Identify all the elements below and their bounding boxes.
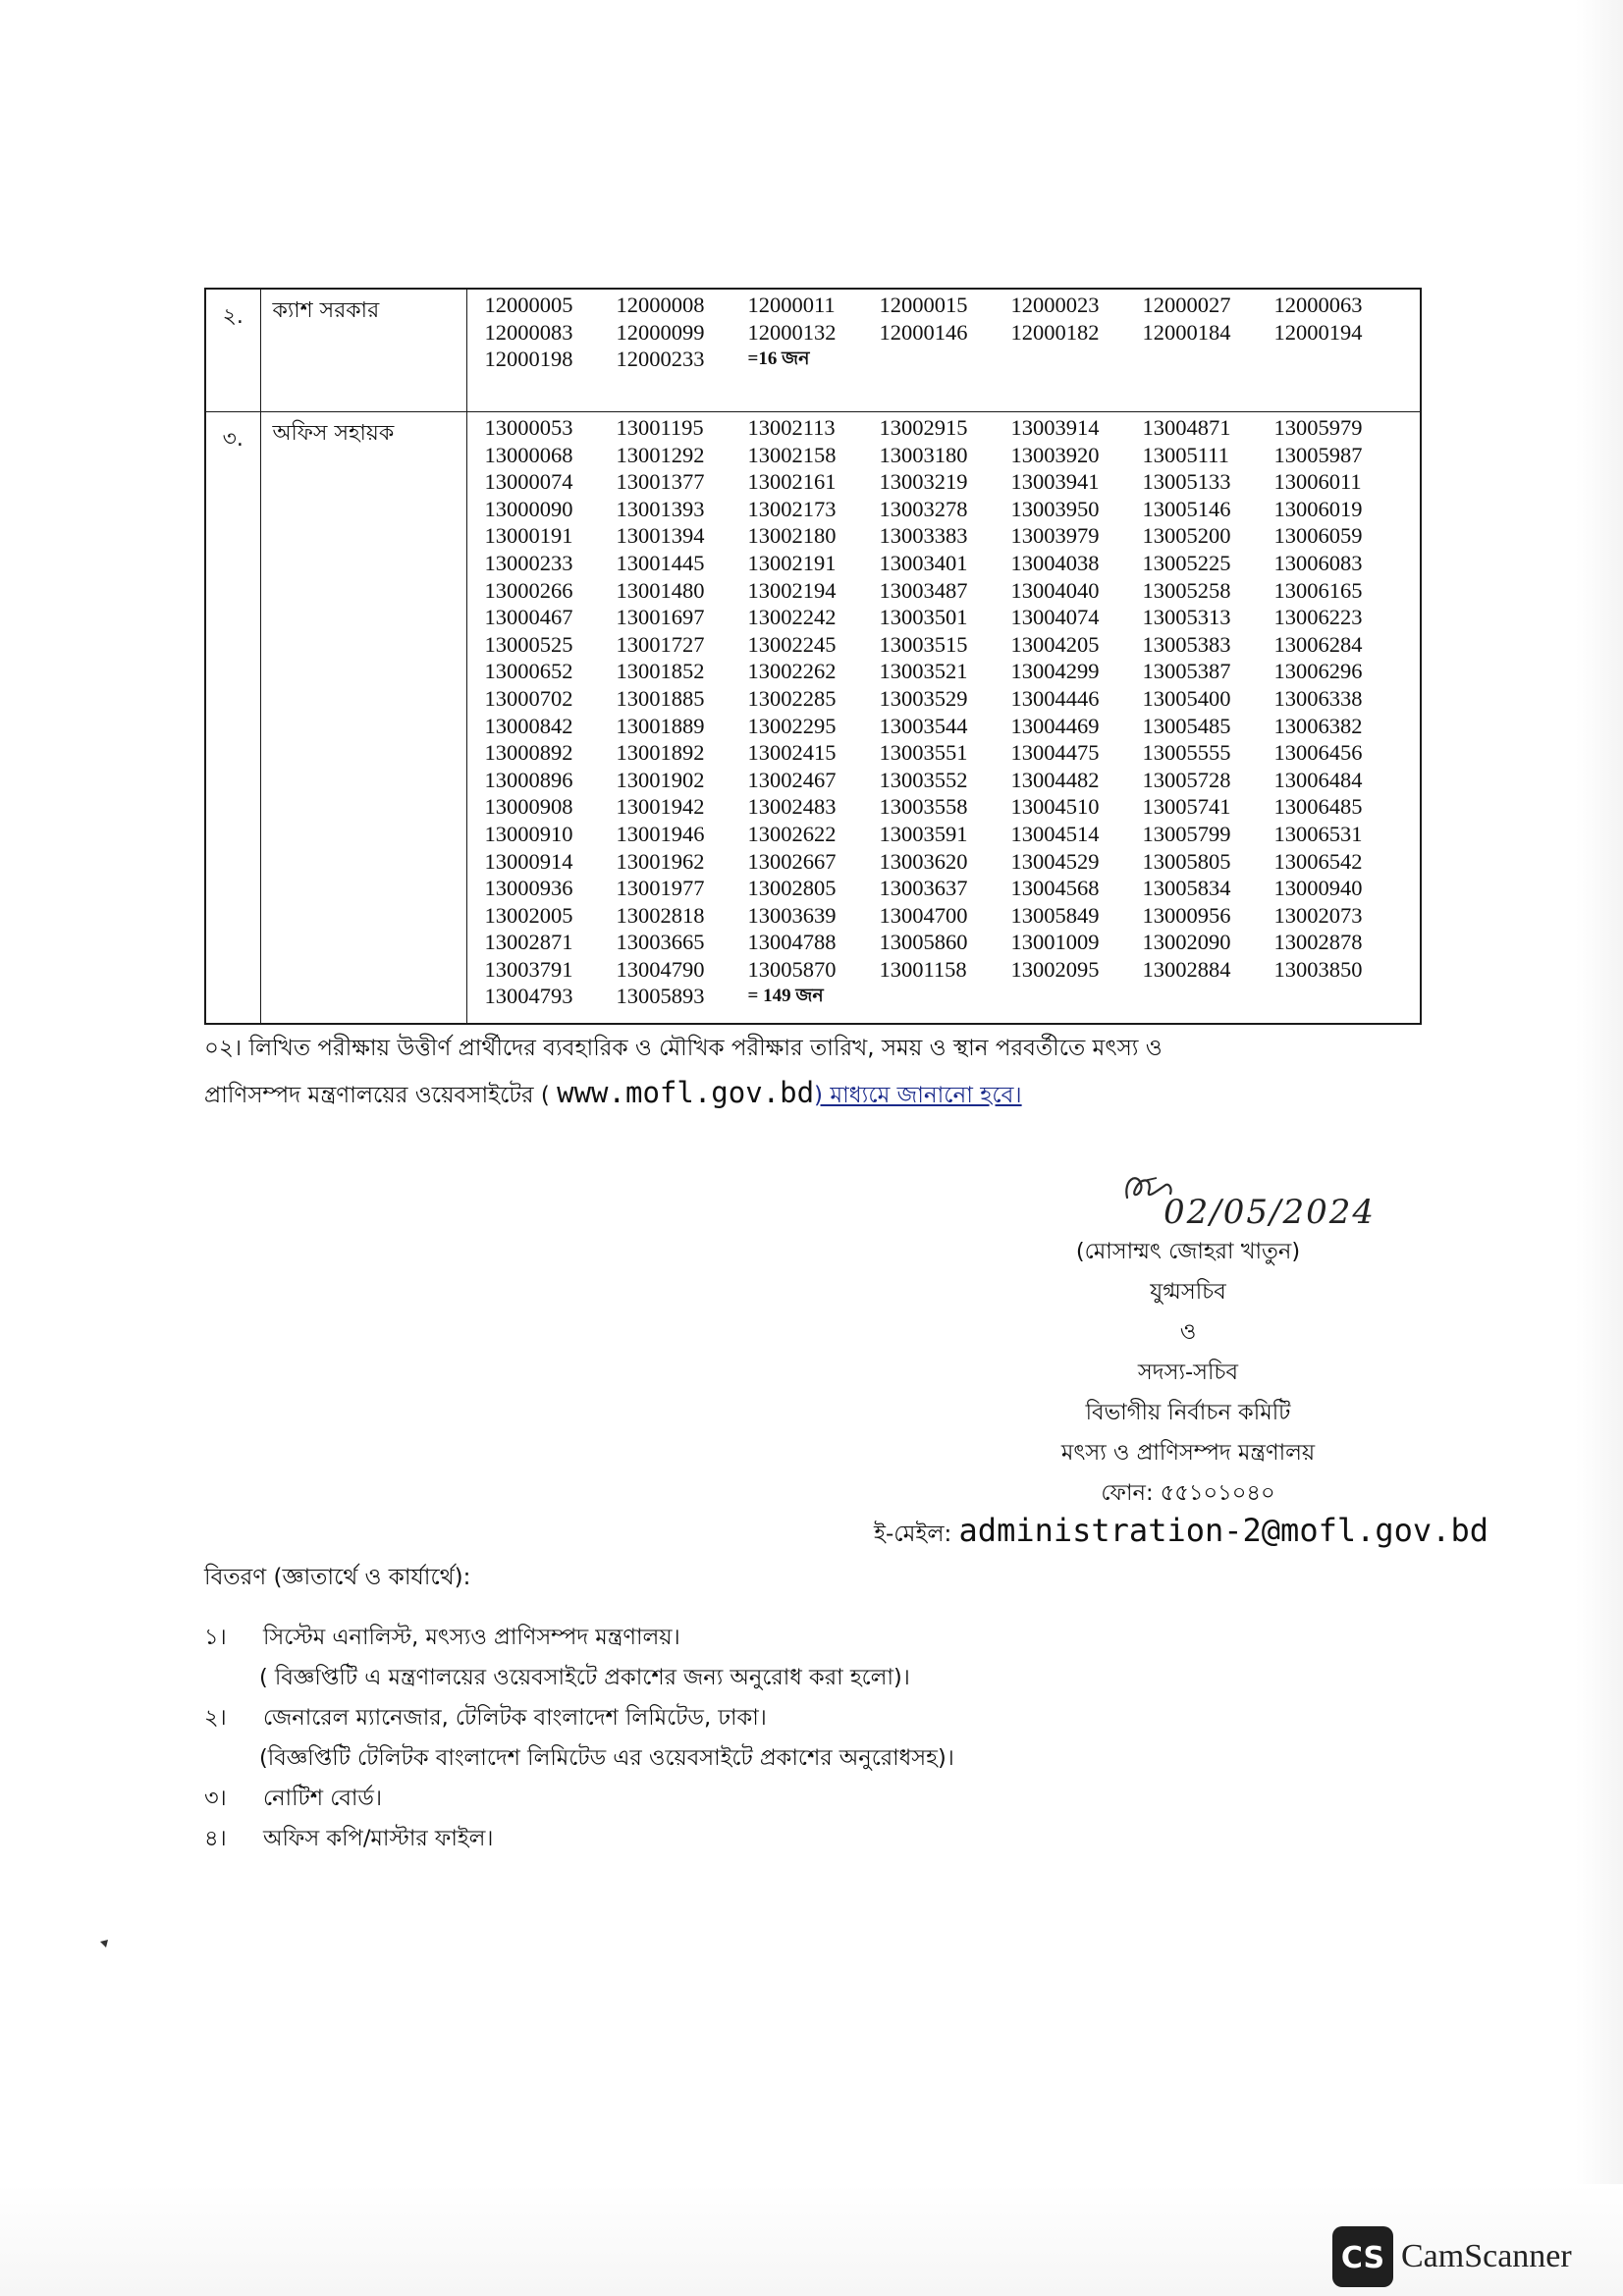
roll-number: 13000892: [484, 740, 573, 766]
roll-number: 13004446: [1010, 685, 1100, 711]
roll-number: 13005146: [1142, 496, 1231, 521]
roll-number: 13001009: [1010, 930, 1100, 955]
notice-line-2-prefix: প্রাণিসম্পদ মন্ত্রণালয়ের ওয়েবসাইটের (: [204, 1083, 558, 1108]
roll-number: 13003515: [879, 631, 968, 657]
roll-number: 13000896: [484, 767, 573, 792]
list-item: [204, 1698, 1422, 1738]
roll-number: 13005133: [1142, 469, 1231, 495]
roll-number: 13006284: [1273, 631, 1363, 657]
roll-numbers-cell: [466, 412, 1421, 1025]
roll-number: 13002180: [747, 523, 837, 549]
roll-number: 13005313: [1142, 605, 1231, 630]
roll-number: 13006338: [1273, 685, 1363, 711]
roll-number: 13006485: [1273, 794, 1363, 820]
roll-number: 13006456: [1273, 740, 1363, 766]
roll-number: 13003620: [879, 848, 968, 874]
roll-number: 13004205: [1010, 631, 1100, 657]
roll-number-grid: [467, 412, 1421, 1016]
roll-number: 13003552: [879, 767, 968, 792]
roll-number: 13000914: [484, 848, 573, 874]
roll-number: 13005258: [1142, 577, 1231, 603]
roll-number: 13003920: [1010, 442, 1100, 467]
roll-number: 13001885: [616, 685, 705, 711]
roll-number: 13005893: [616, 984, 705, 1009]
roll-number: 13001962: [616, 848, 705, 874]
list-item-text: অফিস কপি/মাস্টার ফাইল।: [263, 1826, 494, 1851]
roll-number: 13001946: [616, 821, 705, 846]
roll-number: 13000191: [484, 523, 573, 549]
roll-number: 13003401: [879, 550, 968, 575]
committee-name: বিভাগীয় নির্বাচন কমিটি: [1085, 1400, 1291, 1425]
roll-number: 13004871: [1142, 415, 1231, 440]
roll-number: 12000011: [747, 293, 836, 317]
roll-number: 13005225: [1142, 550, 1231, 575]
email-line: [874, 1512, 1488, 1554]
roll-number: 12000198: [484, 347, 573, 372]
roll-number: 12000063: [1273, 293, 1363, 317]
roll-number: 13005485: [1142, 713, 1231, 738]
roll-number: 13005383: [1142, 631, 1231, 657]
roll-number: 13002871: [484, 930, 573, 955]
roll-number: 13002262: [747, 659, 837, 684]
roll-number: 13001292: [616, 442, 705, 467]
notice-line-2-suffix: ) মাধ্যমে জানানো হবে।: [814, 1083, 1022, 1108]
distribution-title: বিতরণ (জ্ঞাতার্থে ও কার্যার্থে):: [204, 1565, 471, 1590]
roll-number: 13002818: [616, 902, 705, 928]
roll-number: 13005979: [1273, 415, 1363, 440]
roll-number: 13006083: [1273, 550, 1363, 575]
roll-number: 13006542: [1273, 848, 1363, 874]
roll-number: 13003979: [1010, 523, 1100, 549]
table-row: [205, 289, 1421, 412]
roll-number: 13002622: [747, 821, 837, 846]
camscanner-logo-icon: [1332, 2226, 1393, 2287]
roll-number: 13002915: [879, 415, 968, 440]
roll-number: 12000083: [484, 319, 573, 345]
roll-number: 13003501: [879, 605, 968, 630]
roll-number: 13000652: [484, 659, 573, 684]
roll-number: 13005987: [1273, 442, 1363, 467]
post-name-cell: অফিস সহায়ক: [260, 412, 466, 1025]
roll-number: 13003665: [616, 930, 705, 955]
roll-number: 12000194: [1273, 319, 1363, 345]
phone-number: ফোন: ৫৫১০১০৪০: [1101, 1480, 1275, 1506]
roll-number: 13002295: [747, 713, 837, 738]
roll-number: 13000956: [1142, 902, 1231, 928]
roll-number: 13004510: [1010, 794, 1100, 820]
roll-number: 13002194: [747, 577, 837, 603]
roll-number: 13002884: [1142, 956, 1231, 982]
roll-number: 12000233: [616, 347, 705, 372]
roll-number: 13002158: [747, 442, 837, 467]
roll-number: 13003914: [1010, 415, 1100, 440]
roll-number: 13000910: [484, 821, 573, 846]
roll-number: 13003639: [747, 902, 837, 928]
roll-number: 13000467: [484, 605, 573, 630]
roll-number: 13002805: [747, 876, 837, 901]
roll-number: 13005860: [879, 930, 968, 955]
roll-number: 12000023: [1010, 293, 1100, 317]
signature-date: 02/05/2024: [1163, 1193, 1376, 1232]
roll-number: 13005849: [1010, 902, 1100, 928]
list-item: [204, 1618, 1422, 1658]
roll-number: 13005741: [1142, 794, 1231, 820]
list-item: [204, 1779, 1422, 1819]
roll-number: 13002191: [747, 550, 837, 575]
roll-number: 13003591: [879, 821, 968, 846]
list-item-number: ৩।: [204, 1786, 227, 1811]
distribution-list: [204, 1618, 1422, 1859]
list-item-text: জেনারেল ম্যানেজার, টেলিটক বাংলাদেশ লিমিটেড, ঢাকা।: [263, 1705, 767, 1731]
roll-number: 13001697: [616, 605, 705, 630]
roll-number: 13003487: [879, 577, 968, 603]
roll-number: 13004482: [1010, 767, 1100, 792]
roll-number: 13001852: [616, 659, 705, 684]
roll-number: 13002245: [747, 631, 837, 657]
roll-number: 12000008: [616, 293, 705, 317]
roll-number: 13000053: [484, 415, 573, 440]
list-item-number: ১।: [204, 1625, 227, 1650]
roll-number: 13002113: [747, 415, 836, 440]
roll-number: 13000068: [484, 442, 573, 467]
roll-number: 13000074: [484, 469, 573, 495]
roll-number: 12000132: [747, 319, 837, 345]
roll-number: 13000233: [484, 550, 573, 575]
roll-number: 12000027: [1142, 293, 1231, 317]
list-item-number: ৪।: [204, 1826, 227, 1851]
roll-number: 13003941: [1010, 469, 1100, 495]
roll-number: 13001377: [616, 469, 705, 495]
candidate-count: = 149 জন: [747, 986, 824, 1007]
table-row: [205, 412, 1421, 1025]
roll-number: 13002090: [1142, 930, 1231, 955]
roll-number: 13005870: [747, 956, 837, 982]
serial-cell: ২.: [205, 289, 260, 412]
roll-number: 13003791: [484, 956, 573, 982]
roll-number: 13000940: [1273, 876, 1363, 901]
roll-number: 13006223: [1273, 605, 1363, 630]
roll-number: 13003637: [879, 876, 968, 901]
signatory-block: [1021, 1232, 1355, 1514]
roll-number: 13005200: [1142, 523, 1231, 549]
roll-number: 13001480: [616, 577, 705, 603]
roll-number: 13004038: [1010, 550, 1100, 575]
roll-number: 13004700: [879, 902, 968, 928]
roll-number: 13005111: [1142, 442, 1229, 467]
stray-ink-mark: [98, 1936, 118, 1951]
roll-number: 13003278: [879, 496, 968, 521]
roll-number: 13006484: [1273, 767, 1363, 792]
roll-number: 13006296: [1273, 659, 1363, 684]
roll-numbers-cell: [466, 289, 1421, 412]
results-table: [204, 288, 1422, 1025]
roll-number: 12000146: [879, 319, 968, 345]
roll-number: 13005728: [1142, 767, 1231, 792]
roll-number: 13003219: [879, 469, 968, 495]
notice-line-1: ০২। লিখিত পরীক্ষায় উত্তীর্ণ প্রার্থীদের ব্যবহারিক ও মৌখিক পরীক্ষার তারিখ, সময় ও স্থান পরবর্তীতে মৎস্য ও: [204, 1036, 1163, 1061]
roll-number: 13002095: [1010, 956, 1100, 982]
roll-number: 13003180: [879, 442, 968, 467]
candidate-count: =16 জন: [747, 348, 810, 370]
roll-number: 13005400: [1142, 685, 1231, 711]
roll-number: 13006531: [1273, 821, 1363, 846]
roll-number: 13002878: [1273, 930, 1363, 955]
roll-number: 13003529: [879, 685, 968, 711]
roll-number: 13005387: [1142, 659, 1231, 684]
signatory-role: সদস্য-সচিব: [1137, 1360, 1239, 1385]
list-item-subtext: (বিজ্ঞপ্তিটি টেলিটক বাংলাদেশ লিমিটেড এর ওয়েবসাইটে প্রকাশের অনুরোধসহ)।: [259, 1745, 954, 1771]
roll-number: 13005555: [1142, 740, 1231, 766]
roll-number: 13002173: [747, 496, 837, 521]
roll-number: 13002285: [747, 685, 837, 711]
roll-number: 13003544: [879, 713, 968, 738]
roll-number: 13005799: [1142, 821, 1231, 846]
roll-number: 13003850: [1273, 956, 1363, 982]
roll-number: 13006382: [1273, 713, 1363, 738]
roll-number: 13000525: [484, 631, 573, 657]
roll-number: 13004469: [1010, 713, 1100, 738]
roll-number: 13006165: [1273, 577, 1363, 603]
roll-number: 13001727: [616, 631, 705, 657]
list-item-text: নোটিশ বোর্ড।: [263, 1786, 383, 1811]
roll-number: 13004040: [1010, 577, 1100, 603]
roll-number: 13000936: [484, 876, 573, 901]
roll-number: 13005805: [1142, 848, 1231, 874]
roll-number: 13001393: [616, 496, 705, 521]
roll-number: 13003950: [1010, 496, 1100, 521]
roll-number: 13002161: [747, 469, 837, 495]
roll-number: 13000908: [484, 794, 573, 820]
page-edge-shadow: [1576, 0, 1623, 2189]
roll-number: 13004790: [616, 956, 705, 982]
roll-number: 13001195: [616, 415, 704, 440]
notice-line-2: [204, 1071, 1422, 1118]
roll-number: 13006011: [1273, 469, 1362, 495]
roll-number: 13006019: [1273, 496, 1363, 521]
roll-number: 13002467: [747, 767, 837, 792]
roll-number: 13002242: [747, 605, 837, 630]
roll-number: 12000182: [1010, 319, 1100, 345]
roll-number: 13002483: [747, 794, 837, 820]
serial-cell: ৩.: [205, 412, 260, 1025]
roll-number: 13002415: [747, 740, 837, 766]
roll-number: 13001977: [616, 876, 705, 901]
roll-number: 13004299: [1010, 659, 1100, 684]
roll-number: 13002073: [1273, 902, 1363, 928]
camscanner-watermark: CamScanner: [1401, 2238, 1572, 2274]
roll-number: 13001942: [616, 794, 705, 820]
roll-number: 13004475: [1010, 740, 1100, 766]
roll-number: 13000702: [484, 685, 573, 711]
email-label: ই-মেইল:: [874, 1522, 952, 1547]
list-item-subtext: ( বিজ্ঞপ্তিটি এ মন্ত্রণালয়ের ওয়েবসাইটে প্রকাশের জন্য অনুরোধ করা হলো)।: [259, 1665, 910, 1690]
roll-number: 13003558: [879, 794, 968, 820]
list-item: [204, 1819, 1422, 1859]
roll-number: 12000099: [616, 319, 705, 345]
roll-number: 12000005: [484, 293, 573, 317]
roll-number: 13001394: [616, 523, 705, 549]
roll-number: 13000842: [484, 713, 573, 738]
roll-number: 13003521: [879, 659, 968, 684]
roll-number: 13002667: [747, 848, 837, 874]
roll-number: 13001889: [616, 713, 705, 738]
roll-number: 13000090: [484, 496, 573, 521]
exam-notice: [204, 1027, 1422, 1118]
ministry-name: মৎস্য ও প্রাণিসম্পদ মন্ত্রণালয়: [1060, 1440, 1316, 1466]
website-link[interactable]: www.mofl.gov.bd: [557, 1076, 815, 1109]
camscanner-logo-text: CS: [1340, 2241, 1385, 2275]
roll-number: 13002005: [484, 902, 573, 928]
signatory-name: (মোসাম্মৎ জোহরা খাতুন): [1075, 1239, 1301, 1264]
roll-number: 13004529: [1010, 848, 1100, 874]
roll-number: 13004793: [484, 984, 573, 1009]
roll-number: 12000184: [1142, 319, 1231, 345]
roll-number: 13001892: [616, 740, 705, 766]
roll-number: 13003383: [879, 523, 968, 549]
roll-number: 13006059: [1273, 523, 1363, 549]
roll-number: 13000266: [484, 577, 573, 603]
signatory-conjunction: ও: [1179, 1319, 1197, 1345]
roll-number: 13004514: [1010, 821, 1100, 846]
roll-number-grid: [467, 290, 1421, 379]
list-item-text: সিস্টেম এনালিস্ট, মৎস্যও প্রাণিসম্পদ মন্ত্রণালয়।: [263, 1625, 680, 1650]
roll-number: 13001902: [616, 767, 705, 792]
roll-number: 13004568: [1010, 876, 1100, 901]
roll-number: 13005834: [1142, 876, 1231, 901]
roll-number: 13003551: [879, 740, 968, 766]
email-address[interactable]: administration-2@mofl.gov.bd: [958, 1512, 1488, 1549]
roll-number: 13004788: [747, 930, 837, 955]
list-item-number: ২।: [204, 1705, 227, 1731]
roll-number: 13004074: [1010, 605, 1100, 630]
post-name-cell: ক্যাশ সরকার: [260, 289, 466, 412]
roll-number: 13001445: [616, 550, 705, 575]
signatory-designation: যুগ্মসচিব: [1150, 1279, 1226, 1305]
roll-number: 12000015: [879, 293, 968, 317]
roll-number: 13001158: [879, 956, 967, 982]
